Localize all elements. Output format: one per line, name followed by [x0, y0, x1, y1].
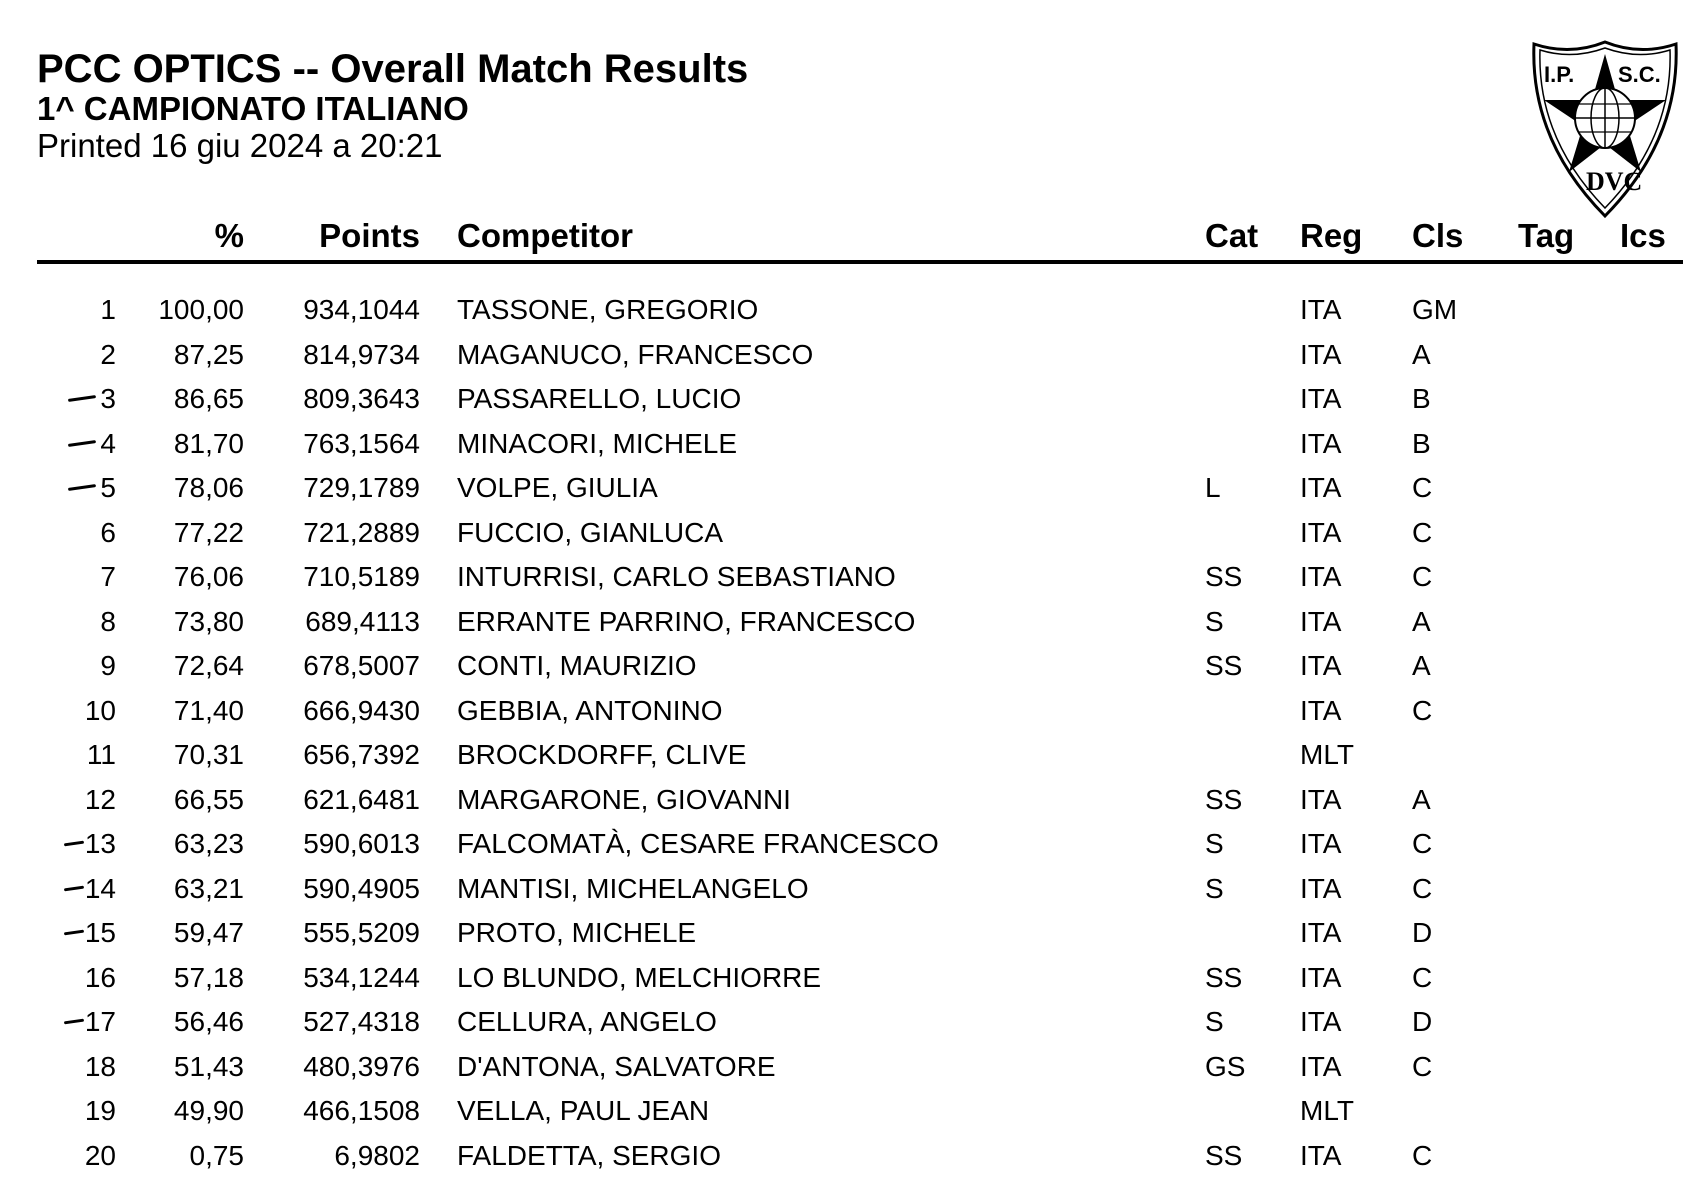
points-cell: 814,9734 — [303, 338, 420, 370]
cls-cell: C — [1412, 694, 1433, 726]
cls-cell: A — [1412, 338, 1431, 370]
competitor-cell: BROCKDORFF, CLIVE — [457, 739, 747, 770]
table-row — [0, 1134, 1701, 1178]
pct-cell: 81,70 — [173, 427, 244, 459]
competitor-cell: MANTISI, MICHELANGELO — [457, 872, 809, 904]
competitor-cell: INTURRISI, CARLO SEBASTIANO — [457, 561, 896, 592]
table-row — [0, 466, 1701, 510]
pct-cell: 86,65 — [173, 383, 244, 414]
header-divider — [37, 260, 1683, 264]
column-header-competitor: Competitor — [457, 217, 633, 254]
cls-cell: D — [1412, 1006, 1433, 1037]
report-subtitle: 1^ CAMPIONATO ITALIANO — [37, 90, 469, 127]
reg-cell: ITA — [1300, 1050, 1342, 1082]
reg-cell: ITA — [1300, 294, 1342, 325]
rank-cell: 2 — [100, 338, 116, 370]
points-cell: 809,3643 — [303, 383, 420, 414]
points-cell: 934,1044 — [303, 294, 420, 325]
rank-cell: 20 — [84, 1139, 116, 1171]
points-cell: 621,6481 — [303, 783, 420, 815]
rank-cell: 4 — [100, 427, 116, 459]
reg-cell: ITA — [1300, 338, 1342, 370]
competitor-cell: CONTI, MAURIZIO — [457, 650, 697, 681]
points-cell: 689,4113 — [305, 605, 420, 637]
cls-cell: C — [1412, 828, 1433, 859]
pct-cell: 57,18 — [173, 961, 244, 993]
competitor-cell: CELLURA, ANGELO — [457, 1006, 717, 1037]
cls-cell: A — [1412, 783, 1431, 815]
points-cell: 763,1564 — [303, 427, 420, 459]
rank-cell: 12 — [84, 783, 116, 815]
rank-cell: 15 — [84, 917, 116, 948]
cls-cell: C — [1412, 516, 1433, 548]
reg-cell: MLT — [1300, 1095, 1354, 1126]
competitor-cell: LO BLUNDO, MELCHIORRE — [457, 961, 822, 993]
competitor-cell: GEBBIA, ANTONINO — [457, 694, 723, 726]
logo-text-right: S.C. — [1618, 62, 1661, 87]
cat-cell: GS — [1205, 1050, 1246, 1082]
points-cell: 590,4905 — [303, 872, 420, 904]
pct-cell: 56,46 — [173, 1006, 244, 1037]
pct-cell: 72,64 — [173, 650, 244, 681]
competitor-cell: ERRANTE PARRINO, FRANCESCO — [457, 605, 916, 637]
column-header-points: Points — [319, 217, 420, 254]
report-header — [37, 47, 748, 165]
competitor-cell: FUCCIO, GIANLUCA — [457, 516, 724, 548]
handwritten-tick-mark — [64, 930, 84, 936]
cls-cell: C — [1412, 872, 1433, 904]
cls-cell: A — [1412, 605, 1431, 637]
table-row — [0, 1045, 1701, 1089]
cls-cell: B — [1412, 427, 1431, 459]
column-header-cat: Cat — [1205, 217, 1259, 254]
reg-cell: MLT — [1300, 739, 1354, 770]
rank-cell: 17 — [84, 1006, 116, 1037]
reg-cell: ITA — [1300, 783, 1342, 815]
points-cell: 555,5209 — [303, 917, 420, 948]
points-cell: 466,1508 — [303, 1095, 420, 1126]
points-cell: 721,2889 — [303, 516, 420, 548]
column-header-ics: Ics — [1620, 217, 1666, 254]
table-row — [0, 422, 1701, 466]
pct-cell: 0,75 — [189, 1139, 244, 1171]
cls-cell: C — [1412, 1050, 1433, 1082]
rank-cell: 3 — [100, 383, 116, 414]
table-row — [0, 511, 1701, 555]
cat-cell: S — [1205, 828, 1224, 859]
pct-cell: 78,06 — [173, 472, 244, 503]
reg-cell: ITA — [1300, 561, 1342, 592]
reg-cell: ITA — [1300, 1006, 1342, 1037]
competitor-cell: VOLPE, GIULIA — [457, 472, 658, 503]
competitor-cell: D'ANTONA, SALVATORE — [457, 1050, 776, 1082]
table-row — [0, 956, 1701, 1000]
rank-cell: 9 — [100, 650, 116, 681]
table-row — [0, 555, 1701, 599]
points-cell: 590,6013 — [303, 828, 420, 859]
rank-cell: 8 — [100, 605, 116, 637]
reg-cell: ITA — [1300, 427, 1342, 459]
rank-cell: 10 — [84, 694, 116, 726]
reg-cell: ITA — [1300, 828, 1342, 859]
table-row — [0, 288, 1701, 332]
cls-cell: C — [1412, 1139, 1433, 1171]
reg-cell: ITA — [1300, 605, 1342, 637]
table-row — [0, 867, 1701, 911]
reg-cell: ITA — [1300, 872, 1342, 904]
pct-cell: 63,21 — [173, 872, 244, 904]
competitor-cell: VELLA, PAUL JEAN — [457, 1095, 710, 1126]
table-row — [0, 733, 1701, 777]
handwritten-tick-mark — [68, 440, 96, 447]
cls-cell: B — [1412, 383, 1431, 414]
column-header-cls: Cls — [1412, 217, 1464, 254]
logo-text-left: I.P. — [1544, 62, 1575, 87]
cls-cell: D — [1412, 917, 1433, 948]
competitor-cell: PASSARELLO, LUCIO — [457, 383, 742, 414]
report-title: PCC OPTICS -- Overall Match Results — [37, 47, 749, 91]
competitor-cell: MAGANUCO, FRANCESCO — [457, 338, 814, 370]
rank-cell: 6 — [100, 516, 116, 548]
rank-cell: 11 — [86, 739, 116, 770]
table-row — [0, 377, 1701, 421]
reg-cell: ITA — [1300, 694, 1342, 726]
pct-cell: 49,90 — [173, 1095, 244, 1126]
column-header-pct: % — [214, 217, 244, 254]
reg-cell: ITA — [1300, 917, 1342, 948]
competitor-cell: TASSONE, GREGORIO — [457, 294, 759, 325]
reg-cell: ITA — [1300, 1139, 1342, 1171]
cat-cell: SS — [1205, 783, 1243, 815]
cls-cell: C — [1412, 561, 1433, 592]
cls-cell: GM — [1412, 294, 1458, 325]
table-row — [0, 911, 1701, 955]
cls-cell: C — [1412, 472, 1433, 503]
pct-cell: 73,80 — [173, 605, 244, 637]
cat-cell: SS — [1205, 561, 1243, 592]
cat-cell: SS — [1205, 1139, 1243, 1171]
rank-cell: 18 — [84, 1050, 116, 1082]
pct-cell: 71,40 — [173, 694, 244, 726]
cat-cell: L — [1205, 472, 1221, 503]
handwritten-tick-mark — [64, 1019, 84, 1025]
rank-cell: 5 — [100, 472, 116, 503]
cls-cell: C — [1412, 961, 1433, 993]
pct-cell: 76,06 — [173, 561, 244, 592]
printed-date: Printed 16 giu 2024 a 20:21 — [37, 127, 443, 164]
cat-cell: S — [1205, 605, 1224, 637]
points-cell: 678,5007 — [303, 650, 420, 681]
points-cell: 527,4318 — [303, 1006, 420, 1037]
competitor-cell: MINACORI, MICHELE — [457, 427, 738, 459]
points-cell: 656,7392 — [303, 739, 420, 770]
column-header-tag: Tag — [1518, 217, 1575, 254]
pct-cell: 66,55 — [173, 783, 244, 815]
cat-cell: SS — [1205, 961, 1243, 993]
handwritten-tick-mark — [68, 484, 96, 491]
competitor-cell: FALCOMATÀ, CESARE FRANCESCO — [457, 828, 939, 859]
reg-cell: ITA — [1300, 516, 1342, 548]
handwritten-tick-mark — [64, 841, 84, 847]
handwritten-tick-mark — [68, 395, 96, 402]
competitor-cell: FALDETTA, SERGIO — [457, 1139, 721, 1171]
cat-cell: S — [1205, 1006, 1224, 1037]
points-cell: 729,1789 — [303, 472, 420, 503]
points-cell: 710,5189 — [303, 561, 420, 592]
column-header-reg: Reg — [1300, 217, 1363, 254]
table-row — [0, 1089, 1701, 1133]
rank-cell: 13 — [84, 828, 116, 859]
reg-cell: ITA — [1300, 383, 1342, 414]
pct-cell: 100,00 — [158, 294, 244, 325]
rank-cell: 1 — [100, 294, 116, 325]
handwritten-tick-mark — [64, 885, 84, 891]
reg-cell: ITA — [1300, 961, 1342, 993]
ipsc-shield-logo-icon — [1530, 40, 1680, 220]
pct-cell: 63,23 — [173, 828, 244, 859]
rank-cell: 19 — [84, 1095, 116, 1126]
points-cell: 666,9430 — [303, 694, 420, 726]
points-cell: 480,3976 — [303, 1050, 420, 1082]
table-row — [0, 689, 1701, 733]
pct-cell: 59,47 — [173, 917, 244, 948]
cls-cell: A — [1412, 650, 1431, 681]
rank-cell: 16 — [84, 961, 116, 993]
logo-monogram: DVC — [1586, 167, 1643, 196]
cat-cell: SS — [1205, 650, 1243, 681]
table-row — [0, 600, 1701, 644]
pct-cell: 70,31 — [173, 739, 244, 770]
table-row — [0, 333, 1701, 377]
cat-cell: S — [1205, 872, 1224, 904]
table-row — [0, 1000, 1701, 1044]
table-row — [0, 822, 1701, 866]
pct-cell: 77,22 — [173, 516, 244, 548]
competitor-cell: MARGARONE, GIOVANNI — [457, 783, 791, 815]
rank-cell: 14 — [84, 872, 116, 904]
points-cell: 6,9802 — [334, 1139, 420, 1171]
pct-cell: 51,43 — [173, 1050, 244, 1082]
reg-cell: ITA — [1300, 650, 1342, 681]
competitor-cell: PROTO, MICHELE — [457, 917, 697, 948]
reg-cell: ITA — [1300, 472, 1342, 503]
table-row — [0, 644, 1701, 688]
pct-cell: 87,25 — [173, 338, 244, 370]
table-row — [0, 778, 1701, 822]
points-cell: 534,1244 — [303, 961, 420, 993]
rank-cell: 7 — [100, 561, 116, 592]
